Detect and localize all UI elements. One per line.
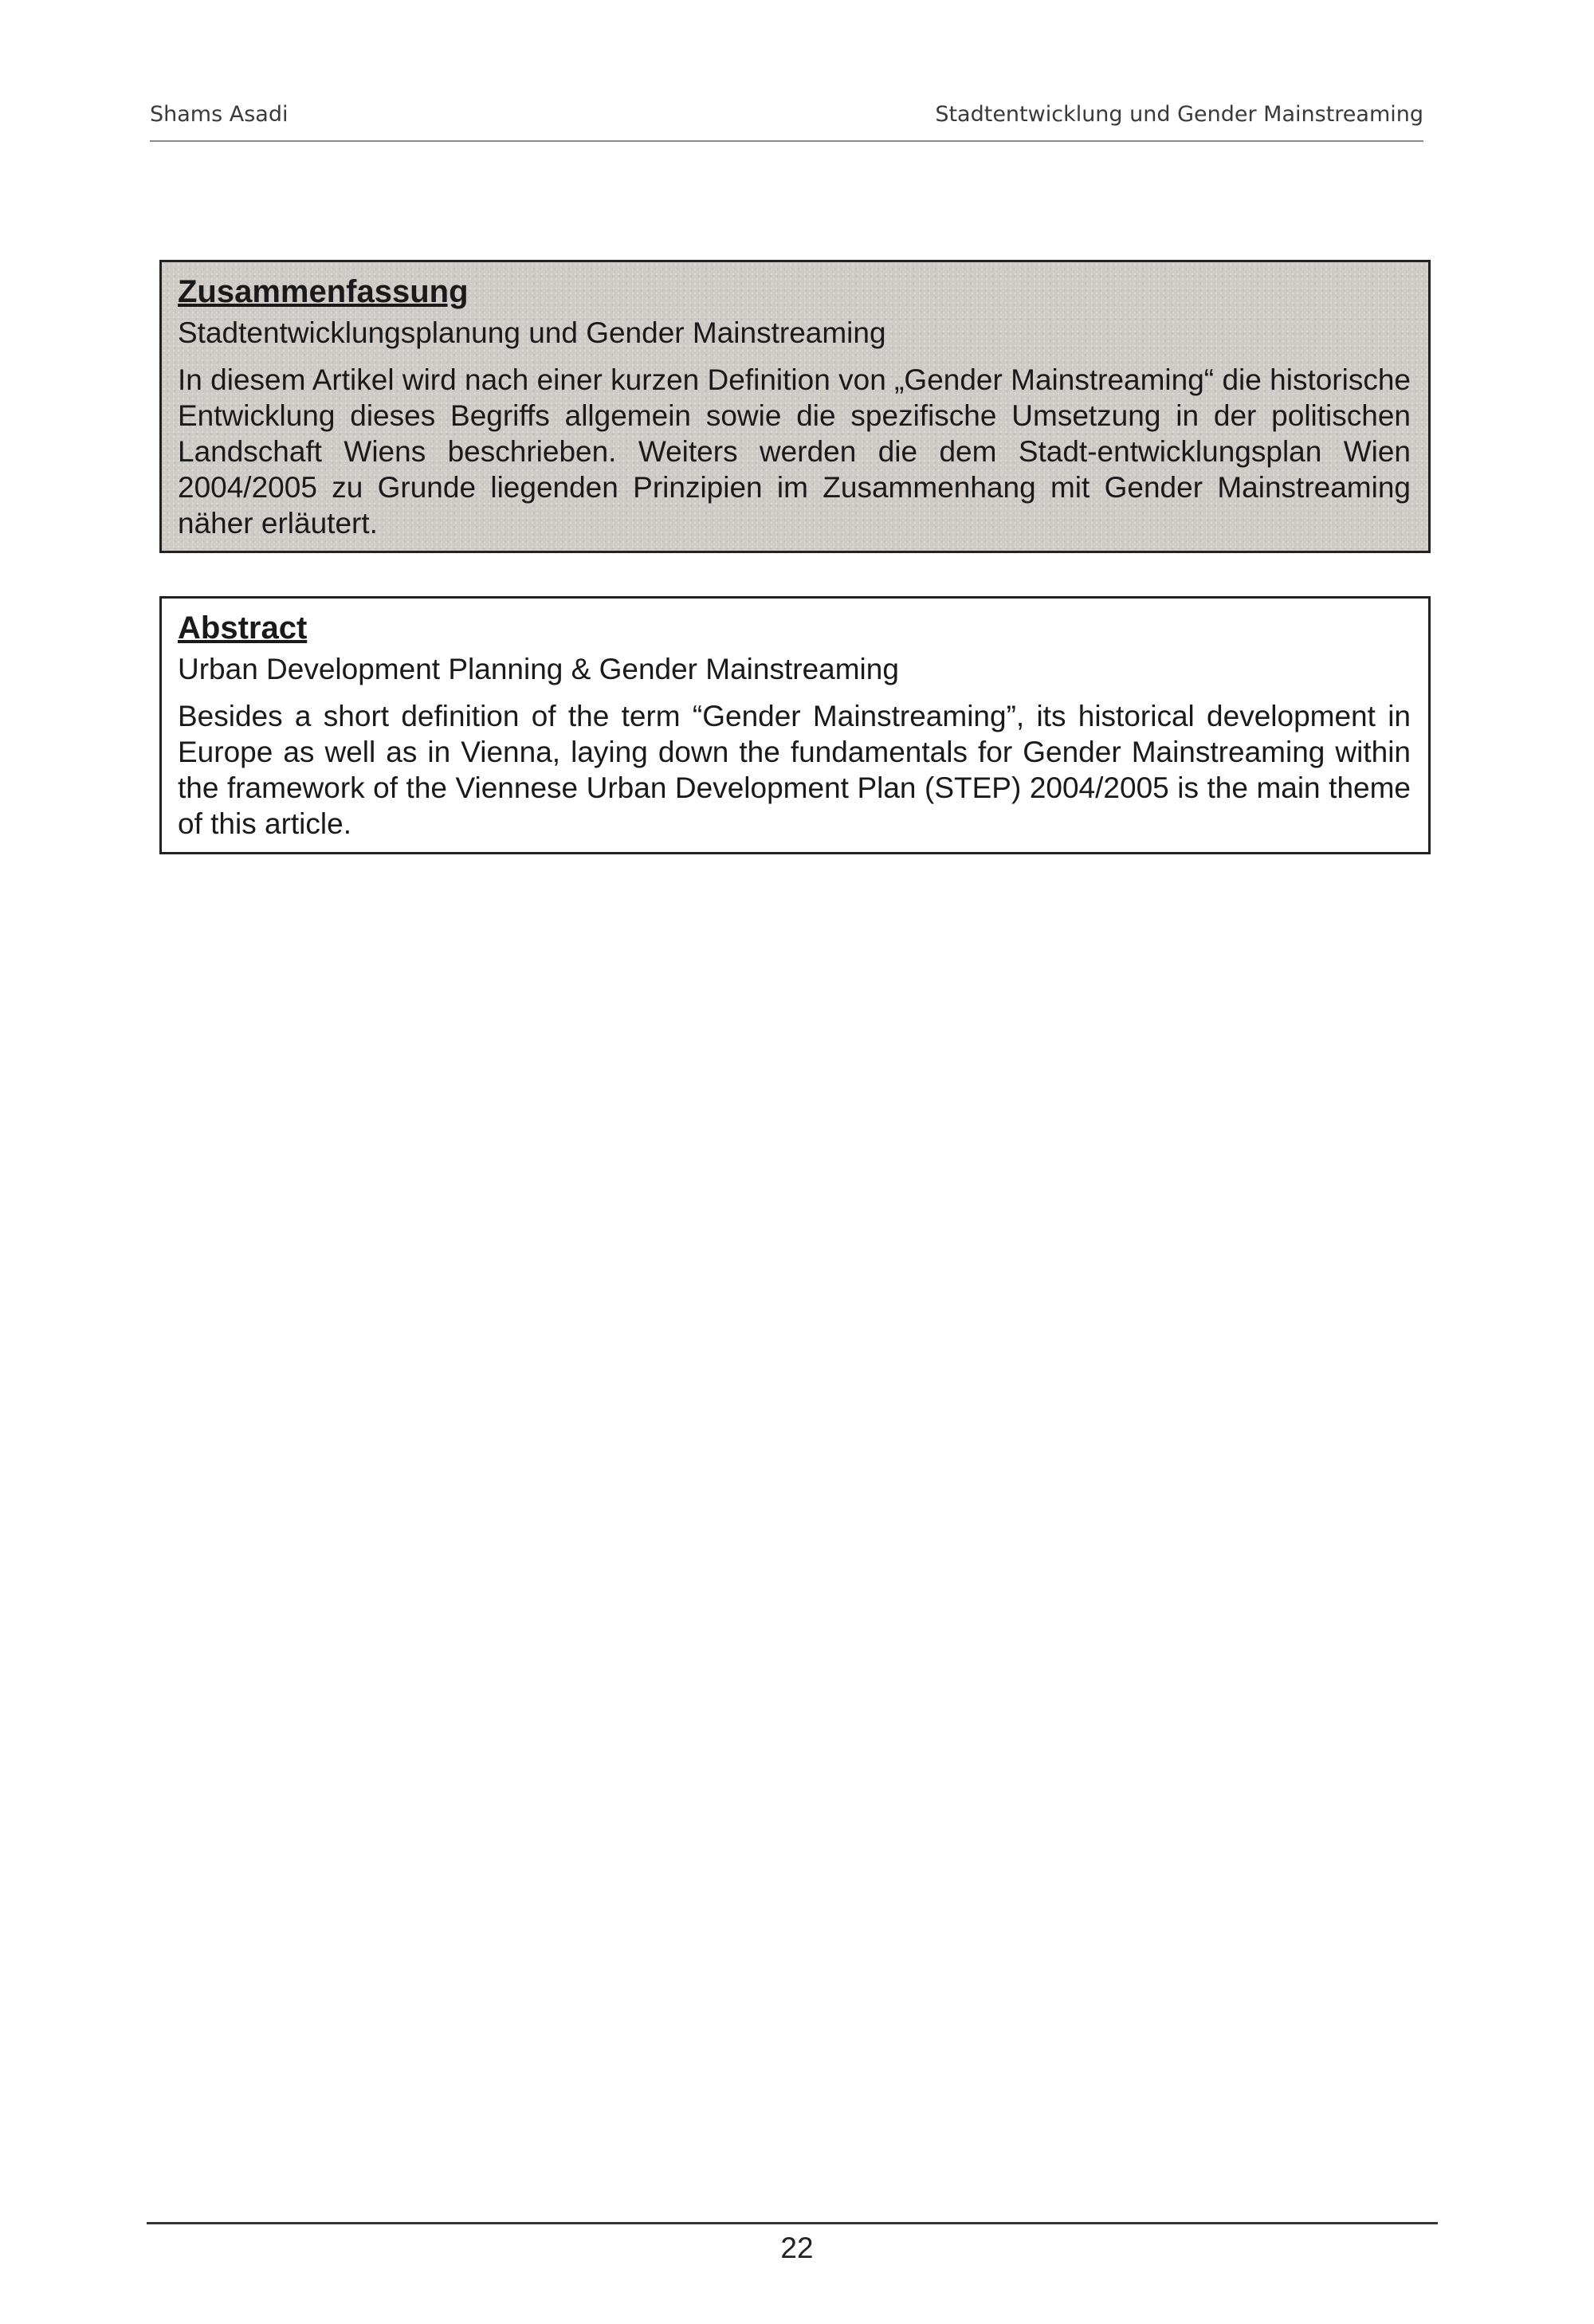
author-name: Shams Asadi (150, 102, 289, 127)
zusammenfassung-heading: Zusammenfassung (178, 274, 469, 309)
page-number: 22 (780, 2232, 814, 2264)
footer-rule (147, 2222, 1438, 2224)
abstract-subtitle: Urban Development Planning & Gender Mainstreaming (178, 653, 899, 685)
page-header (150, 97, 1423, 142)
zusammenfassung-body: In diesem Artikel wird nach einer kurzen Definition von „Gender Mainstreaming“ die historische Entwicklung dieses Begriffs allgemein sowie die spezifische Umsetzung in der politischen Landschaft Wiens beschrieben. Weiters werden die dem Stadt-entwicklungsplan Wien 2004/2005 zu Grunde liegenden Prinzipien im Zusammenhang mit Gender Mainstreaming näher erläutert. (178, 363, 1411, 540)
zusammenfassung-subtitle: Stadtentwicklungsplanung und Gender Mainstreaming (178, 316, 886, 349)
abstract-box (159, 596, 1431, 854)
zusammenfassung-box (159, 260, 1431, 553)
abstract-body: Besides a short definition of the term “Gender Mainstreaming”, its historical development in Europe as well as in Vienna, laying down the fundamentals for Gender Mainstreaming within the framework of the Viennese Urban Development Plan (STEP) 2004/2005 is the main theme of this article. (178, 700, 1411, 840)
abstract-heading: Abstract (178, 610, 308, 646)
running-title: Stadtentwicklung und Gender Mainstreaming (935, 102, 1423, 127)
